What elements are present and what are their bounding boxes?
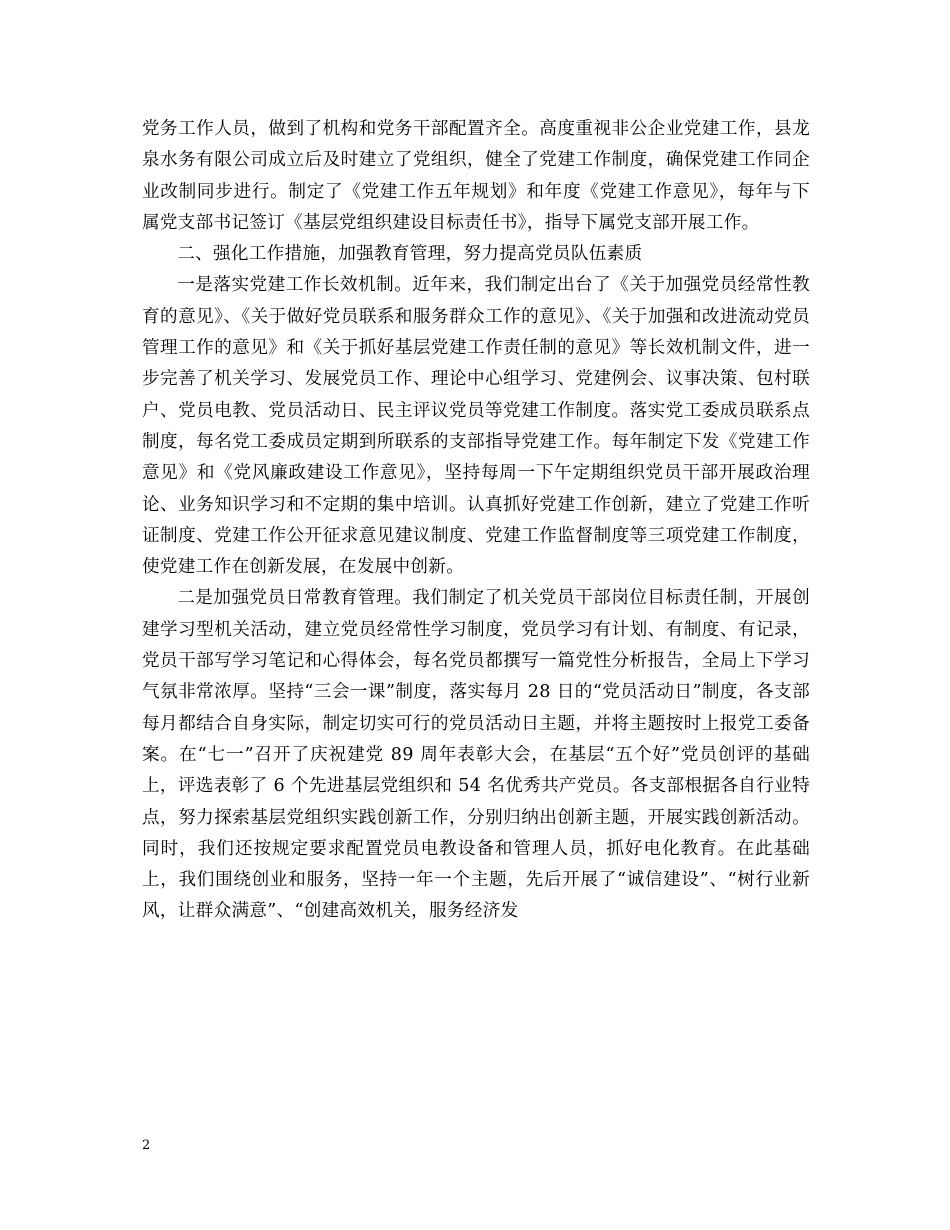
paragraph-daily-education: 二是加强党员日常教育管理。我们制定了机关党员干部岗位目标责任制，开展创建学习型机关活动，建立党员经常性学习制度，党员学习有计划、有制度、有记录，党员干部写学习笔记和心得体会，每名党员都撰写一篇党性分析报告，全局上下学习气氛非常浓厚。坚持“三会一课”制度，落实每月 28 日的“党员活动日”制度，各支部每月都结合自身实际，制定切实可行的党员活动日主题，并将主题按时上报党工委备案。在“七一”召开了庆祝建党 89 周年表彰大会，在基层“五个好”党员创评的基础上，评选表彰了 6 个先进基层党组织和 54 名优秀共产党员。各支部根据各自行业特点，努力探索基层党组织实践创新工作，分别归纳出创新主题，开展实践创新活动。同时，我们还按规定要求配置党员电教设备和管理人员，抓好电化教育。在此基础上，我们围绕创业和服务，坚持一年一个主题，先后开展了“诚信建设”、“树行业新风，让群众满意”、“创建高效机关，服务经济发 bbox=[142, 588, 810, 922]
paragraph-continuation: 党务工作人员，做到了机构和党务干部配置齐全。高度重视非公企业党建工作，县龙泉水务有限公司成立后及时建立了党组织，健全了党建工作制度，确保党建工作同企业改制同步进行。制定了《党建工作五年规划》和年度《党建工作意见》，每年与下属党支部书记签订《基层党组织建设目标责任书》，指导下属党支部开展工作。 bbox=[142, 119, 810, 233]
paragraph-long-term-mechanism: 一是落实党建工作长效机制。近年来，我们制定出台了《关于加强党员经常性教育的意见》、《关于做好党员联系和服务群众工作的意见》、《关于加强和改进流动党员管理工作的意见》和《关于抓好基层党建工作责任制的意见》等长效机制文件，进一步完善了机关学习、发展党员工作、理论中心组学习、党建例会、议事决策、包村联户、党员电教、党员活动日、民主评议党员等党建工作制度。落实党工委成员联系点制度，每名党工委成员定期到所联系的支部指导党建工作。每年制定下发《党建工作意见》和《党风廉政建设工作意见》，坚持每周一下午定期组织党员干部开展政治理论、业务知识学习和不定期的集中培训。认真抓好党建工作创新，建立了党建工作听证制度、党建工作公开征求意见建议制度、党建工作监督制度等三项党建工作制度，使党建工作在创新发展，在发展中创新。 bbox=[142, 275, 810, 578]
document-body bbox=[142, 114, 810, 928]
page-number: 2 bbox=[142, 1138, 151, 1153]
section-heading: 二、强化工作措施，加强教育管理，努力提高党员队伍素质 bbox=[177, 244, 643, 265]
